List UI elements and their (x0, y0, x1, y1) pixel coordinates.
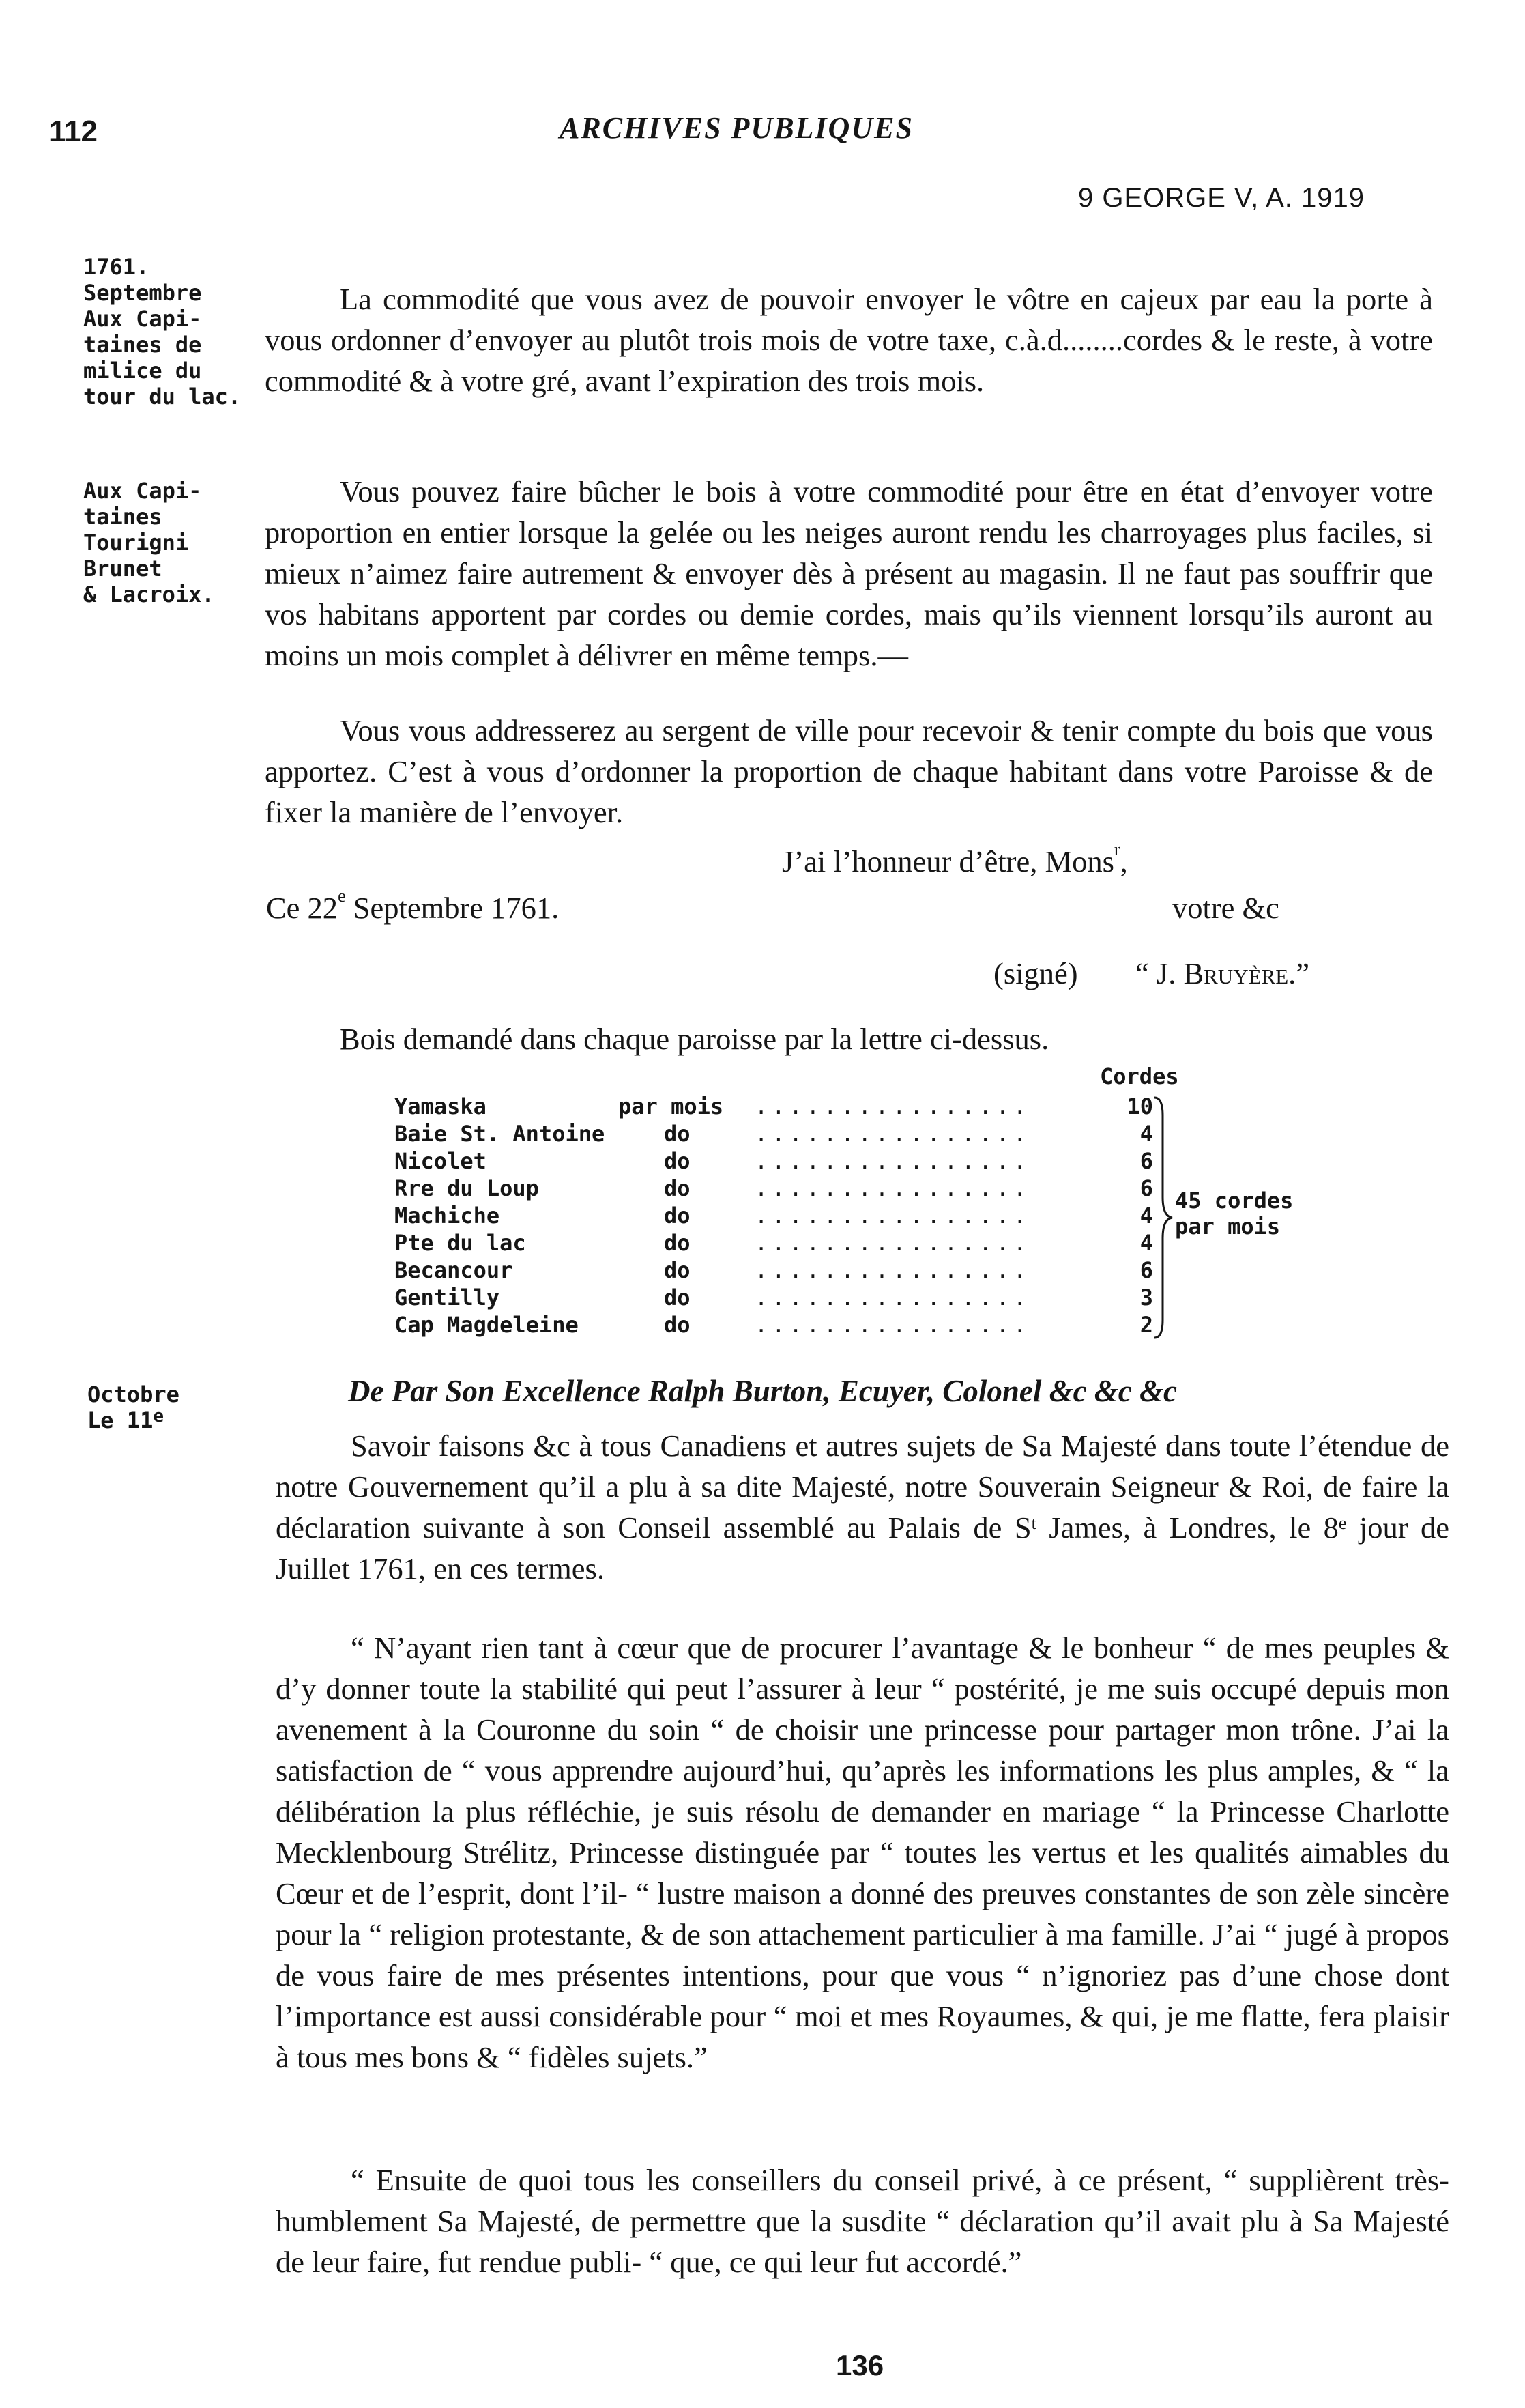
parish-unit: do (664, 1285, 691, 1310)
margin-note-line: taines de (83, 332, 202, 358)
parish-value: 6 (1139, 1175, 1153, 1201)
leader-dots: ................ (755, 1203, 1031, 1229)
text-run: Savoir faisons &c à tous Canadiens et autres sujets de Sa Majesté dans toute l’étendue de notre Gouvernement qu’il a plu à sa dite Majesté, notre Souverain Seigneur & Roi, de faire la déclaration suivante à son Conseil assemblé au Palais de S (276, 1429, 1449, 1545)
letter-paragraph-1 (265, 278, 1433, 401)
margin-note-line: milice du (83, 358, 202, 384)
margin-note-line: Brunet (83, 556, 162, 582)
paragraph-text (276, 1425, 1449, 1589)
parish-value: 6 (1139, 1148, 1153, 1174)
proclamation-title: De Par Son Excellence Ralph Burton, Ecuyer, Colonel &c &c &c (348, 1374, 1177, 1408)
total-line: 45 cordes (1175, 1188, 1294, 1214)
wood-table (394, 1093, 1213, 1353)
leader-dots: ................ (755, 1257, 1031, 1283)
letter-date (266, 886, 560, 926)
paragraph-text: “ Ensuite de quoi tous les conseillers du conseil privé, à ce présent, “ supplièrent très-humblement Sa Majesté, de permettre que la susdite “ déclaration qu’il avait plu à Sa Majesté de leur faire, fut rendue publi- “ que, ce qui leur fut accordé.” (276, 2163, 1449, 2279)
parish-unit: par mois (618, 1093, 724, 1119)
date-sup: e (338, 886, 346, 906)
margin-note-captains (83, 478, 215, 607)
letter-closing (782, 840, 1128, 879)
parish-name: Baie St. Antoine (394, 1121, 605, 1147)
parish-unit: do (664, 1148, 691, 1174)
margin-note-line: & Lacroix. (83, 582, 215, 607)
parish-unit: do (664, 1257, 691, 1283)
signature-open: “ J. (1135, 956, 1184, 990)
table-total (1175, 1188, 1293, 1239)
margin-note-sup: e (153, 1406, 164, 1427)
date-text: Ce 22 (266, 891, 338, 925)
margin-note-line: Tourigni (83, 530, 189, 556)
closing-text: J’ai l’honneur d’être, Mons (782, 844, 1114, 878)
letter-paragraph-3 (265, 710, 1433, 833)
running-title: ARCHIVES PUBLIQUES (560, 111, 914, 145)
parish-value: 4 (1139, 1121, 1153, 1147)
parish-name: Becancour (394, 1257, 513, 1283)
proclamation-paragraph-1 (276, 1425, 1449, 1589)
text-run: James, à Londres, le 8 (1036, 1510, 1339, 1545)
parish-value: 6 (1139, 1257, 1153, 1283)
paragraph-text: “ N’ayant rien tant à cœur que de procurer l’avantage & le bonheur “ de mes peuples & d’y donner toute la stabilité qui peut l’assurer à leur “ postérité, je me suis occupé depuis mon avenement à la Couronne du soin “ de choisir une princesse pour partager mon trône. J’ai la satisfaction de “ vous apprendre aujourd’hui, qu’après les informations les plus amples, & “ la délibération la plus réfléchie, je suis résolu de demander en mariage “ la Princesse Charlotte Mecklenbourg Strélitz, Princesse distinguée par “ toutes les vertus et les qualités aimables du Cœur et de l’esprit, dont l’il- “ lustre maison a donné des preuves constantes de son zèle sincère pour la “ religion protestante, & de son attachement particulier à ma famille. J’ai “ jugé à propos de vous faire de mes présentes intentions, pour que vous “ n’ignoriez pas d’une chose dont l’importance est aussi considérable pour “ moi et mes Royaumes, & qui, je me flatte, fera plaisir à tous mes bons & “ fidèles sujets.” (276, 1631, 1449, 2074)
brace-icon (1152, 1095, 1176, 1341)
total-line: par mois (1175, 1214, 1281, 1239)
parish-value: 3 (1139, 1285, 1153, 1310)
parish-unit: do (664, 1121, 691, 1147)
leader-dots: ................ (755, 1285, 1031, 1310)
margin-note-line: Octobre (87, 1381, 179, 1407)
margin-note-1761 (83, 254, 241, 410)
leader-dots: ................ (755, 1093, 1031, 1119)
leader-dots: ................ (755, 1121, 1031, 1147)
parish-name: Rre du Loup (394, 1175, 539, 1201)
margin-note-line: Aux Capi- (83, 306, 202, 332)
table-row (394, 1175, 1213, 1203)
leader-dots: ................ (755, 1175, 1031, 1201)
parish-name: Nicolet (394, 1148, 486, 1174)
signature-close: .” (1288, 956, 1310, 990)
superscript: t (1031, 1513, 1036, 1533)
table-row (394, 1230, 1213, 1257)
leader-dots: ................ (755, 1148, 1031, 1174)
date-text-end: Septembre 1761. (345, 891, 560, 925)
page-number: 112 (49, 115, 98, 148)
table-caption: Bois demandé dans chaque paroisse par la lettre ci-dessus. (340, 1022, 1049, 1056)
proclamation-paragraph-2 (276, 1627, 1449, 2078)
table-row (394, 1148, 1213, 1175)
text-run: jour de Juillet 1761, en ces termes. (276, 1510, 1450, 1586)
closing-end: , (1120, 844, 1128, 878)
parish-value: 4 (1139, 1203, 1153, 1229)
parish-unit: do (664, 1203, 691, 1229)
superscript: e (1338, 1513, 1347, 1533)
margin-note-line: Aux Capi- (83, 478, 202, 504)
leader-dots: ................ (755, 1312, 1031, 1338)
parish-name: Cap Magdeleine (394, 1312, 579, 1338)
letter-signe: (signé) (993, 956, 1078, 990)
table-row (394, 1203, 1213, 1230)
signature-name: Bruyère (1183, 956, 1289, 990)
margin-note-line: 1761. (83, 254, 149, 280)
table-row (394, 1093, 1213, 1121)
table-row (394, 1121, 1213, 1148)
margin-note-line: taines (83, 504, 162, 530)
footer-page-number: 136 (836, 2349, 884, 2381)
margin-note-text: Le 11 (87, 1407, 154, 1433)
table-column-header: Cordes (1100, 1063, 1179, 1089)
leader-dots: ................ (755, 1230, 1031, 1256)
letter-votre: votre &c (1172, 891, 1279, 925)
proclamation-paragraph-3 (276, 2160, 1449, 2282)
margin-note-line (87, 1407, 179, 1433)
letter-signature (1135, 956, 1309, 991)
parish-name: Gentilly (394, 1285, 500, 1310)
margin-note-line: tour du lac. (83, 384, 242, 410)
parish-name: Pte du lac (394, 1230, 526, 1256)
paragraph-text: La commodité que vous avez de pouvoir envoyer le vôtre en cajeux par eau la porte à vous ordonner d’envoyer au plutôt trois mois de votre taxe, c.à.d........cordes & le reste, à votre commodité & à votre gré, avant l’expiration des trois mois. (265, 282, 1433, 398)
session-label: 9 GEORGE V, A. 1919 (1078, 183, 1365, 213)
table-row (394, 1312, 1213, 1339)
margin-note-line: Septembre (83, 280, 202, 306)
table-row (394, 1257, 1213, 1285)
parish-unit: do (664, 1175, 691, 1201)
parish-unit: do (664, 1230, 691, 1256)
parish-name: Yamaska (394, 1093, 486, 1119)
parish-unit: do (664, 1312, 691, 1338)
letter-paragraph-2 (265, 471, 1433, 676)
parish-value: 2 (1139, 1312, 1153, 1338)
paragraph-text: Vous vous addresserez au sergent de ville pour recevoir & tenir compte du bois que vous apportez. C’est à vous d’ordonner la proportion de chaque habitant dans votre Paroisse & de fixer la manière de l’envoyer. (265, 713, 1433, 829)
parish-value: 10 (1127, 1093, 1153, 1119)
parish-name: Machiche (394, 1203, 500, 1229)
paragraph-text: Vous pouvez faire bûcher le bois à votre commodité pour être en état d’envoyer votre proportion en entier lorsque la gelée ou les neiges auront rendu les charroyages plus faciles, si mieux n’aimez faire autrement & envoyer dès à présent au magasin. Il ne faut pas souffrir que vos habitans apportent par cordes ou demie cordes, mais qu’ils viennent lorsqu’ils auront au moins un mois complet à délivrer en même temps.— (265, 474, 1433, 672)
table-row (394, 1285, 1213, 1312)
margin-note-octobre (87, 1381, 179, 1433)
closing-sup: r (1114, 840, 1120, 859)
parish-value: 4 (1139, 1230, 1153, 1256)
